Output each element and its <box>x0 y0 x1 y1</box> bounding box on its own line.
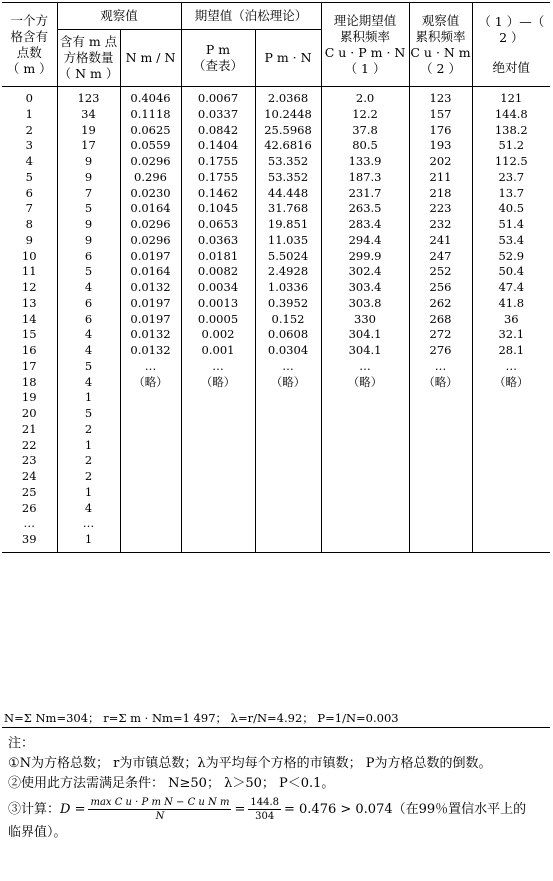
table-row <box>2 186 550 202</box>
table-cell <box>321 485 409 501</box>
table-cell: 303.4 <box>321 280 409 296</box>
table-cell <box>409 406 472 422</box>
note-3-tail: 临界值）。 <box>8 825 67 840</box>
table-cell: 19 <box>21 390 37 405</box>
table-row <box>2 312 550 328</box>
table-cell <box>120 438 181 454</box>
table-cell: 0.0034 <box>181 280 255 296</box>
table-cell: 0.0132 <box>120 327 181 343</box>
table-cell: 252 <box>409 264 472 280</box>
table-row <box>2 453 550 469</box>
table-row <box>2 390 550 406</box>
table-cell: 0.0608 <box>255 327 321 343</box>
table-cell <box>472 453 550 469</box>
table-cell: 0.0842 <box>181 123 255 139</box>
table-row <box>2 217 550 233</box>
note-2: ②使用此方法需满足条件： N≥50； λ＞50； P＜0.1。 <box>8 776 335 791</box>
table-cell: 0.0181 <box>181 249 255 265</box>
table-cell: 2.0 <box>321 87 409 107</box>
table-cell: … <box>120 359 181 375</box>
table-cell <box>409 438 472 454</box>
table-cell <box>321 438 409 454</box>
table-cell: 12.2 <box>321 107 409 123</box>
table-cell: 4 <box>57 327 120 343</box>
table-cell: 0.0625 <box>120 123 181 139</box>
table-cell: 0.0559 <box>120 138 181 154</box>
table-cell <box>255 453 321 469</box>
table-cell: 262 <box>409 296 472 312</box>
header-abs-diff: （ 1 ）—（ 2 ） 绝对值 <box>472 3 550 87</box>
table-cell: 123 <box>57 87 120 107</box>
table-cell: 25 <box>21 484 37 499</box>
table-cell: 24 <box>21 469 37 483</box>
table-cell <box>181 438 255 454</box>
table-cell <box>321 390 409 406</box>
table-cell: 276 <box>409 343 472 359</box>
table-row <box>2 343 550 359</box>
table-cell: 31.768 <box>255 201 321 217</box>
header-observed-cumulative: 观察值 累积频率 C u · N m （ 2 ） <box>409 3 472 87</box>
table-cell: 32.1 <box>472 327 550 343</box>
table-cell: 2 <box>57 469 120 485</box>
table-cell: 304.1 <box>321 327 409 343</box>
table-cell: 144.8 <box>472 107 550 123</box>
table-row <box>2 280 550 296</box>
table-cell <box>472 438 550 454</box>
table-cell: … <box>321 359 409 375</box>
table-cell: 157 <box>409 107 472 123</box>
table-cell: 303.8 <box>321 296 409 312</box>
table-cell <box>472 516 550 532</box>
notes-block <box>8 734 548 843</box>
table-cell <box>321 516 409 532</box>
table-cell: 0.0132 <box>120 280 181 296</box>
table-row <box>2 233 550 249</box>
table-cell: 42.6816 <box>255 138 321 154</box>
table-cell <box>120 485 181 501</box>
table-cell: … <box>409 359 472 375</box>
table-cell <box>120 469 181 485</box>
table-cell: 16 <box>21 343 37 357</box>
table-cell: 44.448 <box>255 186 321 202</box>
table-cell: 53.352 <box>255 170 321 186</box>
table-cell: 10.2448 <box>255 107 321 123</box>
header-cell-count: 含有 m 点 方格数量 （ N m ） <box>57 30 120 87</box>
table-cell: 1 <box>25 106 33 121</box>
table-row <box>2 87 550 107</box>
table-cell <box>255 422 321 438</box>
table-cell: 34 <box>57 107 120 123</box>
table-cell: 50.4 <box>472 264 550 280</box>
table-cell <box>409 501 472 517</box>
table-cell: 40.5 <box>472 201 550 217</box>
table-cell <box>472 532 550 552</box>
table-cell: 247 <box>409 249 472 265</box>
table-cell: 0.1404 <box>181 138 255 154</box>
table-cell <box>181 501 255 517</box>
table-cell <box>255 532 321 552</box>
table-cell: 0.4046 <box>120 87 181 107</box>
table-cell: 283.4 <box>321 217 409 233</box>
table-cell: 0.0132 <box>120 343 181 359</box>
table-cell: 330 <box>321 312 409 328</box>
table-cell: 2.0368 <box>255 87 321 107</box>
header-pm-n: P m · N <box>255 30 321 87</box>
table-cell <box>181 516 255 532</box>
table-cell: 4 <box>57 280 120 296</box>
table-cell: 25.5968 <box>255 123 321 139</box>
table-cell: 11.035 <box>255 233 321 249</box>
notes-title: 注： <box>8 736 35 751</box>
table-cell <box>120 422 181 438</box>
table-cell: 0.152 <box>255 312 321 328</box>
table-cell: 0.0296 <box>120 217 181 233</box>
table-cell: 9 <box>57 217 120 233</box>
table-row <box>2 123 550 139</box>
table-cell: 39 <box>2 532 57 552</box>
table-cell <box>472 390 550 406</box>
table-cell: 138.2 <box>472 123 550 139</box>
table-cell <box>409 390 472 406</box>
table-cell: 53.352 <box>255 154 321 170</box>
table-cell: 19 <box>57 123 120 139</box>
table-cell <box>255 438 321 454</box>
table-cell: 223 <box>409 201 472 217</box>
table-cell: 3 <box>25 138 33 153</box>
table-cell: 0.3952 <box>255 296 321 312</box>
table-cell <box>181 485 255 501</box>
table-row <box>2 201 550 217</box>
table-row <box>2 485 550 501</box>
table-cell: 5 <box>57 264 120 280</box>
table-cell <box>181 469 255 485</box>
table-cell <box>321 532 409 552</box>
table-cell <box>255 485 321 501</box>
table-cell: 0.0197 <box>120 296 181 312</box>
table-cell: 299.9 <box>321 249 409 265</box>
formula-fraction: $\frac{\text{max C u · P m N − C u N m}}{N}$ <box>90 797 230 822</box>
table-cell: 193 <box>409 138 472 154</box>
table-cell: 18 <box>21 374 37 389</box>
table-cell: … <box>255 359 321 375</box>
table-cell: （略） <box>181 375 255 391</box>
table-row <box>2 532 550 552</box>
table-cell: 1 <box>57 390 120 406</box>
header-observed: 观察值 <box>57 3 181 30</box>
header-theory-cumulative: 理论期望值 累积频率 C u · P m · N （ 1 ） <box>321 3 409 87</box>
table-cell <box>255 501 321 517</box>
table-cell: 6 <box>25 185 33 200</box>
table-cell <box>472 501 550 517</box>
table-cell: 51.4 <box>472 217 550 233</box>
table-cell <box>181 453 255 469</box>
table-cell: 5 <box>25 169 33 184</box>
formula-fraction-values: $\frac{144.8}{304}$ <box>250 797 279 822</box>
table-cell: 5 <box>57 201 120 217</box>
table-cell: … <box>57 516 120 532</box>
table-cell: 0.0164 <box>120 264 181 280</box>
table-cell: 80.5 <box>321 138 409 154</box>
table-cell <box>120 453 181 469</box>
table-cell <box>472 469 550 485</box>
table-row <box>2 422 550 438</box>
table-cell: 1 <box>57 485 120 501</box>
table-cell: 0.296 <box>120 170 181 186</box>
table-row <box>2 501 550 517</box>
table-cell: 0.0197 <box>120 312 181 328</box>
table-cell <box>321 469 409 485</box>
table-cell: 41.8 <box>472 296 550 312</box>
table-cell <box>321 453 409 469</box>
table-cell <box>409 516 472 532</box>
table-cell: 4 <box>57 501 120 517</box>
table-cell <box>255 390 321 406</box>
table-cell: 0.1755 <box>181 170 255 186</box>
table-cell: 0.1045 <box>181 201 255 217</box>
table-cell <box>181 532 255 552</box>
table-cell: 0 <box>2 87 57 107</box>
table-cell: 241 <box>409 233 472 249</box>
table-body <box>2 87 550 553</box>
table-cell: 12 <box>21 280 37 294</box>
table-cell: （略） <box>409 375 472 391</box>
table-cell: 0.1118 <box>120 107 181 123</box>
table-cell: （略） <box>255 375 321 391</box>
table-cell: 6 <box>57 312 120 328</box>
table-cell: 4 <box>57 375 120 391</box>
table-cell: 9 <box>57 233 120 249</box>
table-cell <box>120 532 181 552</box>
note-1: ①N为方格总数； r为市镇总数；λ为平均每个方格的市镇数； P为方格总数的倒数。 <box>8 756 492 771</box>
table-cell <box>181 406 255 422</box>
table-cell <box>409 453 472 469</box>
data-table <box>2 2 550 553</box>
table-row <box>2 107 550 123</box>
table-row <box>2 406 550 422</box>
table-row <box>2 438 550 454</box>
table-cell: 187.3 <box>321 170 409 186</box>
table-cell: 8 <box>25 217 33 231</box>
table-cell: 0.0296 <box>120 233 181 249</box>
table-row <box>2 327 550 343</box>
table-cell <box>472 422 550 438</box>
table-cell: … <box>23 516 35 531</box>
header-points-per-cell: 一个方 格含有 点数 （ m ） <box>2 3 57 87</box>
table-cell: 23.7 <box>472 170 550 186</box>
table-cell: 13 <box>21 295 37 310</box>
formula-result: = 0.476 > 0.074（在99％置信水平上的 <box>284 801 527 817</box>
table-cell: 19.851 <box>255 217 321 233</box>
table-cell: 294.4 <box>321 233 409 249</box>
table-row <box>2 264 550 280</box>
table-cell: 0.0337 <box>181 107 255 123</box>
table-cell: 5 <box>57 359 120 375</box>
table-cell: （略） <box>120 375 181 391</box>
table-cell: 272 <box>409 327 472 343</box>
table-cell: （略） <box>472 375 550 391</box>
table-cell: 36 <box>472 312 550 328</box>
table-cell: 2 <box>57 453 120 469</box>
table-cell: 51.2 <box>472 138 550 154</box>
table-cell: 47.4 <box>472 280 550 296</box>
table-cell: 218 <box>409 186 472 202</box>
table-cell: 22 <box>21 437 37 452</box>
table-cell: 52.9 <box>472 249 550 265</box>
table-cell: 4 <box>25 154 33 168</box>
table-cell: 0.0296 <box>120 154 181 170</box>
table-cell <box>120 501 181 517</box>
table-cell: 7 <box>25 201 33 216</box>
table-cell: 0.001 <box>181 343 255 359</box>
table-cell <box>120 516 181 532</box>
table-cell: … <box>472 359 550 375</box>
table-cell: 0.0197 <box>120 249 181 265</box>
table-cell <box>321 406 409 422</box>
table-cell: 4 <box>57 343 120 359</box>
table-cell <box>120 390 181 406</box>
table-cell: 232 <box>409 217 472 233</box>
table-row <box>2 154 550 170</box>
table-cell: 202 <box>409 154 472 170</box>
table-cell: 0.0304 <box>255 343 321 359</box>
table-cell <box>321 422 409 438</box>
table-cell: 0.0230 <box>120 186 181 202</box>
table-cell: 2 <box>25 122 33 137</box>
table-cell: 268 <box>409 312 472 328</box>
table-cell: 17 <box>21 358 37 373</box>
table-cell <box>472 485 550 501</box>
table-cell: 0.0005 <box>181 312 255 328</box>
note-3-formula: ③计算： D = $\frac{\text{max C u · P m N − C u N m}}{N}$ = $\frac{144.8}{304}$ = 0.476 > 0.074（在99％置信水平上的 <box>8 797 527 822</box>
table-cell: 9 <box>25 232 33 247</box>
table-row <box>2 170 550 186</box>
table-cell: 2.4928 <box>255 264 321 280</box>
table-cell: （略） <box>321 375 409 391</box>
table-cell: 0.0653 <box>181 217 255 233</box>
table-cell <box>255 469 321 485</box>
table-cell <box>472 406 550 422</box>
table-cell: 0.0067 <box>181 87 255 107</box>
table-cell: 0.002 <box>181 327 255 343</box>
table-cell: 11 <box>21 264 37 279</box>
table-cell: 28.1 <box>472 343 550 359</box>
formula-d: D = <box>60 801 86 817</box>
table-cell: 0.0164 <box>120 201 181 217</box>
table-cell: 231.7 <box>321 186 409 202</box>
table-cell <box>409 422 472 438</box>
table-cell: 21 <box>21 421 37 436</box>
table-cell: 23 <box>21 453 37 468</box>
table-row <box>2 375 550 391</box>
table-cell: 5 <box>57 406 120 422</box>
table-cell: 14 <box>21 311 37 326</box>
table-cell <box>409 485 472 501</box>
table-cell: 256 <box>409 280 472 296</box>
table-cell: 53.4 <box>472 233 550 249</box>
table-cell: 6 <box>57 249 120 265</box>
table-cell: 0.0082 <box>181 264 255 280</box>
header-pm: P m （查表） <box>181 30 255 87</box>
note-3-prefix: ③计算： <box>8 801 61 817</box>
table-cell: 121 <box>472 87 550 107</box>
table-cell: 211 <box>409 170 472 186</box>
table-cell: 26 <box>21 500 37 515</box>
table-cell: 5.5024 <box>255 249 321 265</box>
summary-line: N=Σ Nm=304； r=Σ m · Nm=1 497； λ=r/N=4.92； P=1/N=0.003 <box>2 708 550 728</box>
header-ratio: N m / N <box>120 30 181 87</box>
table-cell: 20 <box>21 406 37 420</box>
table-cell: 0.1462 <box>181 186 255 202</box>
table-cell <box>321 501 409 517</box>
table-cell: 37.8 <box>321 123 409 139</box>
table-row <box>2 516 550 532</box>
table-cell <box>409 532 472 552</box>
table-cell: 15 <box>21 327 37 342</box>
table-cell <box>409 469 472 485</box>
table-cell: 133.9 <box>321 154 409 170</box>
table-cell <box>255 406 321 422</box>
table-cell <box>255 516 321 532</box>
table-cell: 6 <box>57 296 120 312</box>
table-cell: 2 <box>57 422 120 438</box>
table-cell: 7 <box>57 186 120 202</box>
table-cell: 1.0336 <box>255 280 321 296</box>
table-cell: 9 <box>57 170 120 186</box>
table-row <box>2 249 550 265</box>
table-cell: 9 <box>57 154 120 170</box>
table-cell: 1 <box>57 532 120 552</box>
table-cell: 123 <box>409 87 472 107</box>
table-row <box>2 138 550 154</box>
table-cell: 176 <box>409 123 472 139</box>
table-cell: … <box>181 359 255 375</box>
table-cell: 0.0363 <box>181 233 255 249</box>
table-cell: 10 <box>21 248 37 263</box>
table-cell: 13.7 <box>472 186 550 202</box>
table-row <box>2 469 550 485</box>
table-cell <box>120 406 181 422</box>
table-cell: 0.0013 <box>181 296 255 312</box>
header-expected: 期望值（泊松理论） <box>181 3 321 30</box>
table-cell: 263.5 <box>321 201 409 217</box>
table-cell: 112.5 <box>472 154 550 170</box>
table-cell: 304.1 <box>321 343 409 359</box>
table-row <box>2 359 550 375</box>
table-cell <box>181 422 255 438</box>
table-row <box>2 296 550 312</box>
table-cell: 17 <box>57 138 120 154</box>
table-cell <box>181 390 255 406</box>
table-cell: 0.1755 <box>181 154 255 170</box>
table-cell: 302.4 <box>321 264 409 280</box>
table-cell: 1 <box>57 438 120 454</box>
